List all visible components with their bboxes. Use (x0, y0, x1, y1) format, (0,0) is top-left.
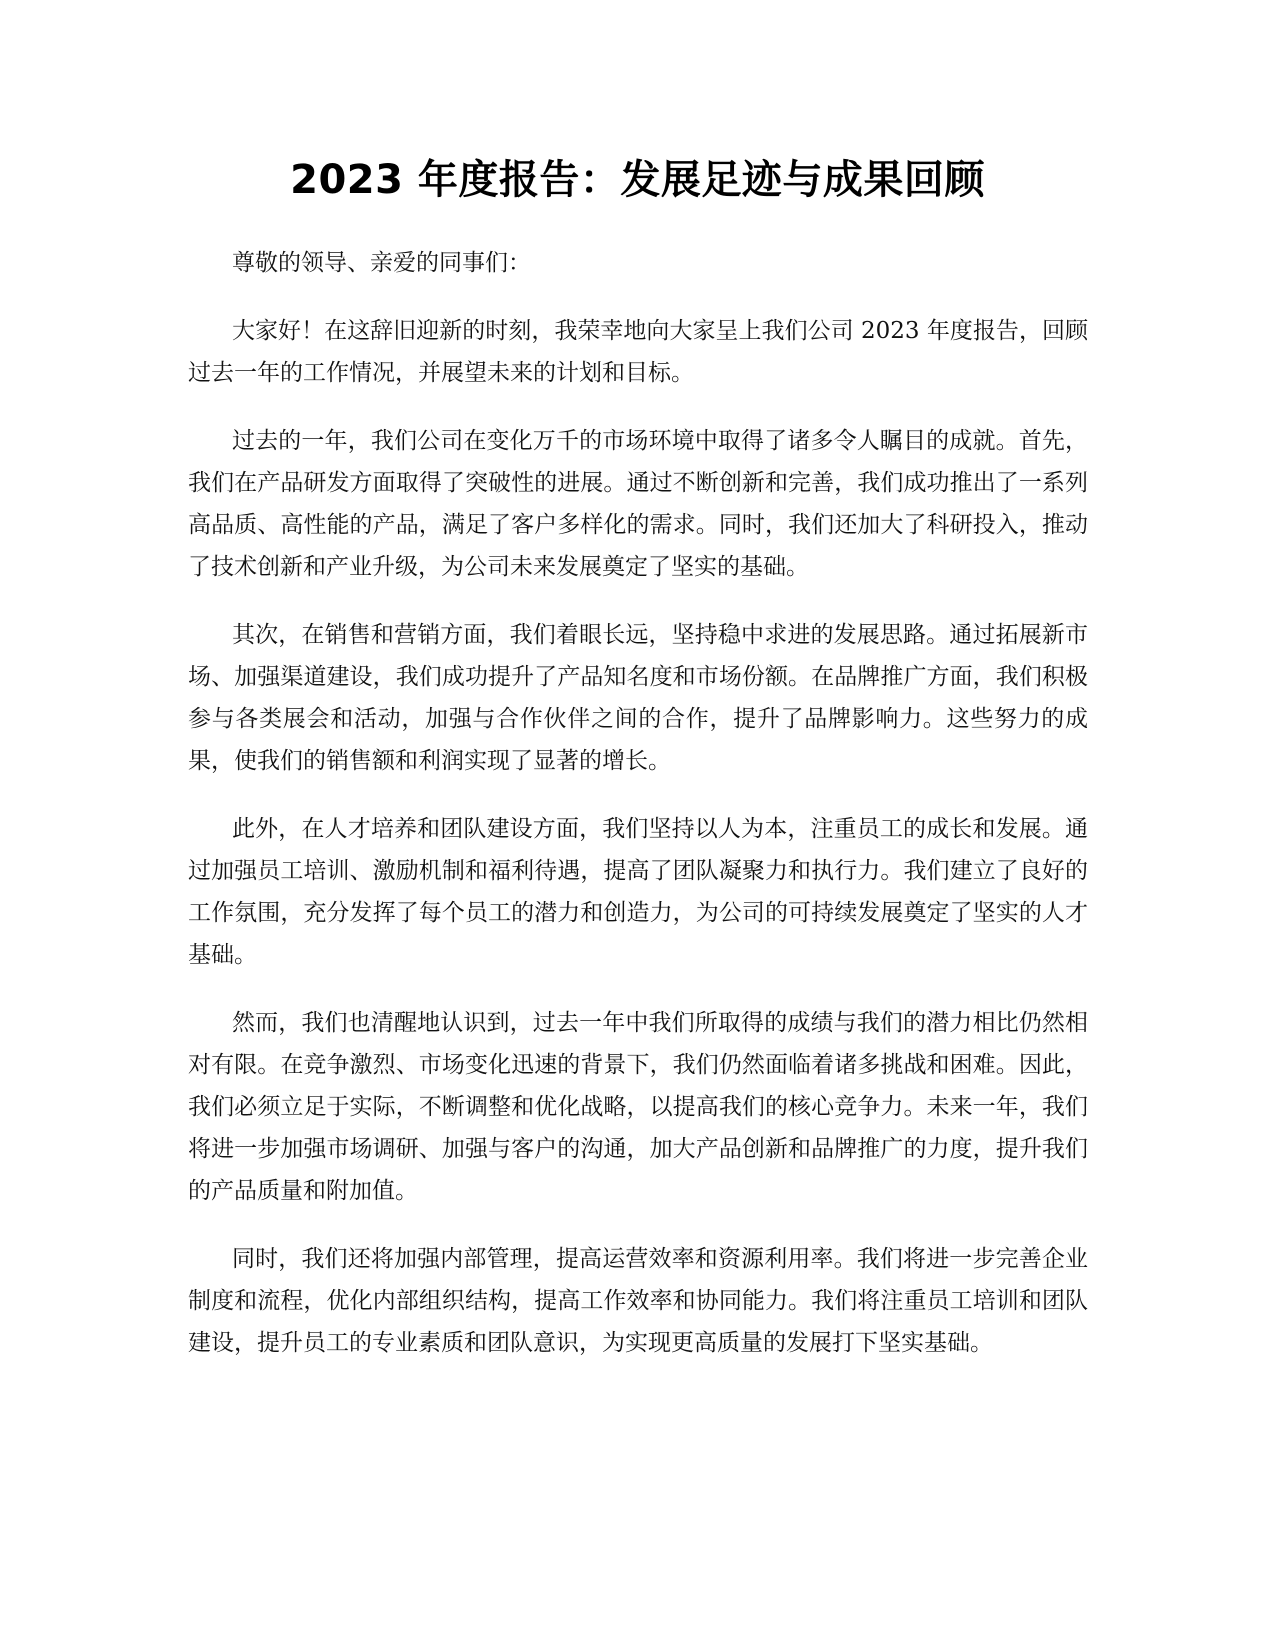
talent-team-paragraph: 此外，在人才培养和团队建设方面，我们坚持以人为本，注重员工的成长和发展。通过加强员工培训、激励机制和福利待遇，提高了团队凝聚力和执行力。我们建立了良好的工作氛围，充分发挥了每个员工的潜力和创造力，为公司的可持续发展奠定了坚实的人才基础。 (188, 816, 1088, 968)
sales-marketing-paragraph: 其次，在销售和营销方面，我们着眼长远，坚持稳中求进的发展思路。通过拓展新市场、加强渠道建设，我们成功提升了产品知名度和市场份额。在品牌推广方面，我们积极参与各类展会和活动，加强与合作伙伴之间的合作，提升了品牌影响力。这些努力的成果，使我们的销售额和利润实现了显著的增长。 (188, 622, 1088, 774)
challenges-paragraph: 然而，我们也清醒地认识到，过去一年中我们所取得的成绩与我们的潜力相比仍然相对有限。在竞争激烈、市场变化迅速的背景下，我们仍然面临着诸多挑战和困难。因此，我们必须立足于实际，不断调整和优化战略，以提高我们的核心竞争力。未来一年，我们将进一步加强市场调研、加强与客户的沟通，加大产品创新和品牌推广的力度，提升我们的产品质量和附加值。 (188, 1010, 1088, 1204)
salutation-paragraph: 尊敬的领导、亲爱的同事们： (232, 250, 531, 276)
greeting-paragraph: 大家好！在这辞旧迎新的时刻，我荣幸地向大家呈上我们公司 2023 年度报告，回顾过去一年的工作情况，并展望未来的计划和目标。 (188, 318, 1088, 386)
document-title: 2023 年度报告：发展足迹与成果回顾 (290, 157, 985, 203)
document-body (188, 242, 1088, 1390)
management-paragraph: 同时，我们还将加强内部管理，提高运营效率和资源利用率。我们将进一步完善企业制度和流程，优化内部组织结构，提高工作效率和协同能力。我们将注重员工培训和团队建设，提升员工的专业素质和团队意识，为实现更高质量的发展打下坚实基础。 (188, 1246, 1088, 1356)
achievements-paragraph: 过去的一年，我们公司在变化万千的市场环境中取得了诸多令人瞩目的成就。首先，我们在产品研发方面取得了突破性的进展。通过不断创新和完善，我们成功推出了一系列高品质、高性能的产品，满足了客户多样化的需求。同时，我们还加大了科研投入，推动了技术创新和产业升级，为公司未来发展奠定了坚实的基础。 (188, 428, 1088, 580)
